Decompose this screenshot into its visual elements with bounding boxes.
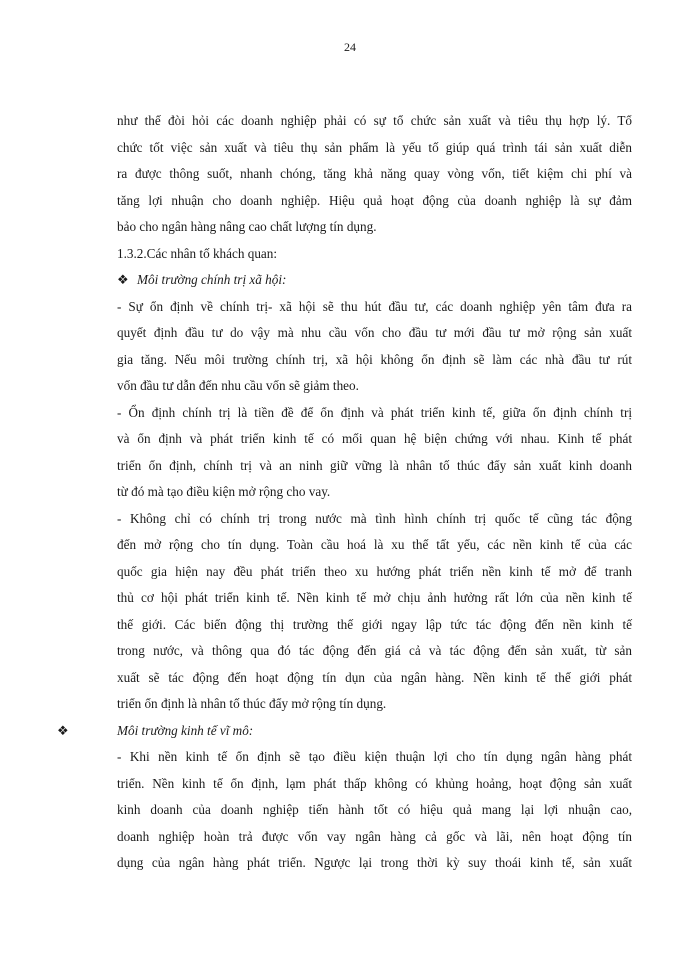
text-line: quốc gia hiện nay đều phát triển theo xu hướng phát triển nền kinh tế mở để tranh [117,563,632,579]
diamond-bullet-icon: ❖ [57,722,69,738]
text-line: - Khi nền kinh tế ổn định sẽ tạo điều kiện thuận lợi cho tín dụng ngân hàng phát [117,749,632,764]
text-line: chức tốt việc sản xuất và tiêu thụ sản phẩm là yếu tố giúp quá trình tái sản xuất diễn [117,139,632,155]
text-line: kinh doanh của doanh nghiệp tiến hành tốt có hiệu quả mang lại lợi nhuận cao, [117,802,632,817]
text-line: từ đó mà tạo điều kiện mở rộng cho vay. [117,484,331,499]
text-line: triển ổn định, chính trị và an ninh giữ vững là nhân tố thúc đẩy sản xuất kinh doanh [117,457,632,473]
subheading-text: Môi trường kinh tế vĩ mô: [117,722,254,738]
text-line: ra được thông suốt, nhanh chóng, tăng khả năng quay vòng vốn, tiết kiệm chi phí và [117,166,632,181]
text-line: quyết định đầu tư do vậy mà nhu cầu vốn cho đầu tư mới đầu tư mở rộng sản xuất [117,325,632,340]
diamond-bullet-icon: ❖ [117,272,129,287]
text-line: trong nước, và thông qua đó tác động đến giá cả và tác động đến sản xuất, từ sản [117,643,632,658]
page-number: 24 [344,40,356,54]
text-line: - Không chỉ có chính trị trong nước mà tình hình chính trị quốc tế cũng tác động [117,510,632,526]
paragraph-business-organization [117,108,632,241]
text-line: vốn đầu tư dẫn đến nhu cầu vốn sẽ giảm theo. [117,378,359,393]
text-line: - Ổn định chính trị là tiền đề để ổn định và phát triển kinh tế, giữa ổn định chính trị [117,404,632,420]
text-line: tăng lợi nhuận cho doanh nghiệp. Hiệu quả hoạt động của doanh nghiệp là sự đảm [117,192,632,208]
document-body [57,108,632,877]
subheading-macroeconomic [57,718,632,745]
text-line: bảo cho ngân hàng nâng cao chất lượng tín dụng. [117,219,377,234]
text-line: doanh nghiệp hoàn trả được vốn vay ngân hàng cả gốc và lãi, nên hoạt động tín [117,828,632,844]
section-heading: 1.3.2.Các nhân tố khách quan: [117,245,278,261]
text-line: - Sự ổn định về chính trị- xã hội sẽ thu hút đầu tư, các doanh nghiệp yên tâm đưa ra [117,298,632,314]
text-line: đến mở rộng cho tín dụng. Toàn cầu hoá là xu thế tất yếu, các nền kinh tế của các [117,537,632,552]
subheading-text: Môi trường chính trị xã hội: [137,272,287,287]
text-line: thế giới. Các biến động thị trường thế giới ngay lập tức tác động đến nền kinh tế [117,616,632,632]
text-line: triển. Nền kinh tế ổn định, lạm phát thấp không có khủng hoảng, hoạt động sản xuất [117,775,632,791]
paragraph-political-stability [117,294,632,400]
paragraph-macroeconomic-stability [117,744,632,877]
text-line: triển ổn định là nhân tố thúc đẩy mở rộng tín dụng. [117,696,387,711]
paragraph-international-politics [117,506,632,718]
text-line: như thế đòi hỏi các doanh nghiệp phải có sự tổ chức sản xuất và tiêu thụ hợp lý. Tổ [117,113,632,128]
text-line: thủ cơ hội phát triển kinh tế. Nền kinh tế mở chịu ảnh hưởng rất lớn của nền kinh tế [117,590,632,605]
text-line: gia tăng. Nếu môi trường chính trị, xã hội không ổn định sẽ làm các nhà đầu tư rút [117,351,632,367]
paragraph-stability-development [117,400,632,506]
text-line: xuất sẽ tác động đến hoạt động tín dụn của ngân hàng. Nền kinh tế thế giới phát [117,669,632,685]
text-line: dụng của ngân hàng phát triển. Ngược lại trong thời kỳ suy thoái kinh tế, sản xuất [117,855,632,870]
text-line: và ổn định và phát triển kinh tế có mối quan hệ biện chứng với nhau. Kinh tế phát [117,431,632,446]
subheading-political-social [117,267,632,294]
